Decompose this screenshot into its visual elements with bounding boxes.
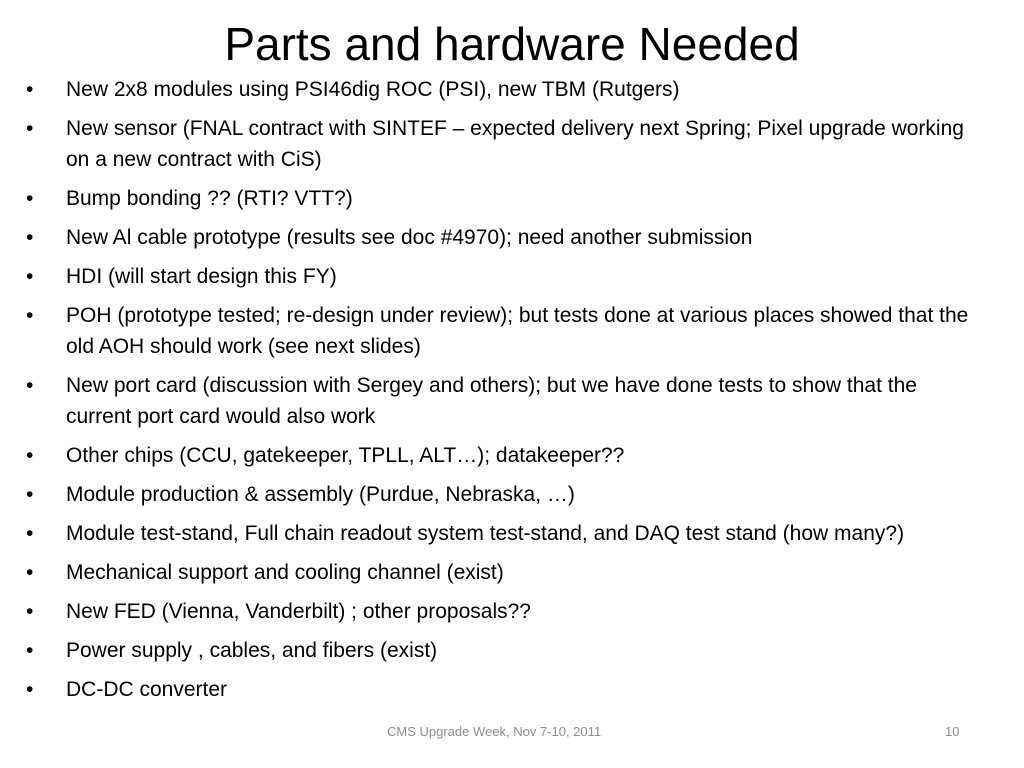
bullet-item	[0, 674, 1000, 705]
bullet-item	[0, 440, 1000, 471]
bullet-text: New port card (discussion with Sergey and others); but we have done tests to show that the current port card would also work	[66, 374, 917, 428]
bullet-text: HDI (will start design this FY)	[66, 265, 337, 288]
page-number: 10	[945, 724, 960, 739]
bullet-dot-icon: •	[26, 561, 34, 584]
bullet-dot-icon: •	[26, 265, 34, 288]
bullet-item	[0, 557, 1000, 588]
bullet-text: Module test-stand, Full chain readout system test-stand, and DAQ test stand (how many?)	[66, 522, 905, 545]
bullet-item	[0, 183, 1000, 214]
bullet-list	[0, 74, 1000, 713]
bullet-item	[0, 596, 1000, 627]
bullet-text: New FED (Vienna, Vanderbilt) ; other proposals??	[66, 600, 531, 623]
bullet-item	[0, 370, 1000, 432]
bullet-text: New sensor (FNAL contract with SINTEF – expected delivery next Spring; Pixel upgrade working on a new contract with CiS)	[66, 117, 964, 171]
bullet-dot-icon: •	[26, 639, 34, 662]
bullet-text: New Al cable prototype (results see doc #4970); need another submission	[66, 226, 753, 249]
bullet-dot-icon: •	[26, 483, 34, 506]
bullet-item	[0, 261, 1000, 292]
bullet-item	[0, 74, 1000, 105]
bullet-dot-icon: •	[26, 187, 34, 210]
bullet-item	[0, 635, 1000, 666]
slide-title: Parts and hardware Needed	[224, 18, 800, 70]
footer-event-text: CMS Upgrade Week, Nov 7-10, 2011	[387, 724, 602, 739]
bullet-dot-icon: •	[26, 444, 34, 467]
bullet-text: POH (prototype tested; re-design under review); but tests done at various places showed that the old AOH should work (see next slides)	[66, 304, 969, 358]
bullet-dot-icon: •	[26, 304, 34, 327]
bullet-dot-icon: •	[26, 522, 34, 545]
bullet-item	[0, 300, 1000, 362]
bullet-text: Module production & assembly (Purdue, Nebraska, …)	[66, 483, 575, 506]
bullet-item	[0, 113, 1000, 175]
bullet-item	[0, 479, 1000, 510]
bullet-text: Bump bonding ?? (RTI? VTT?)	[66, 187, 353, 210]
bullet-text: Other chips (CCU, gatekeeper, TPLL, ALT…); datakeeper??	[66, 444, 625, 467]
bullet-text: New 2x8 modules using PSI46dig ROC (PSI), new TBM (Rutgers)	[66, 78, 680, 101]
bullet-text: DC-DC converter	[66, 678, 228, 701]
bullet-item	[0, 518, 1000, 549]
bullet-dot-icon: •	[26, 78, 34, 101]
bullet-dot-icon: •	[26, 678, 34, 701]
bullet-dot-icon: •	[26, 600, 34, 623]
bullet-dot-icon: •	[26, 117, 34, 140]
bullet-dot-icon: •	[26, 374, 34, 397]
bullet-item	[0, 222, 1000, 253]
bullet-text: Mechanical support and cooling channel (exist)	[66, 561, 504, 584]
bullet-text: Power supply , cables, and fibers (exist)	[66, 639, 438, 662]
bullet-dot-icon: •	[26, 226, 34, 249]
